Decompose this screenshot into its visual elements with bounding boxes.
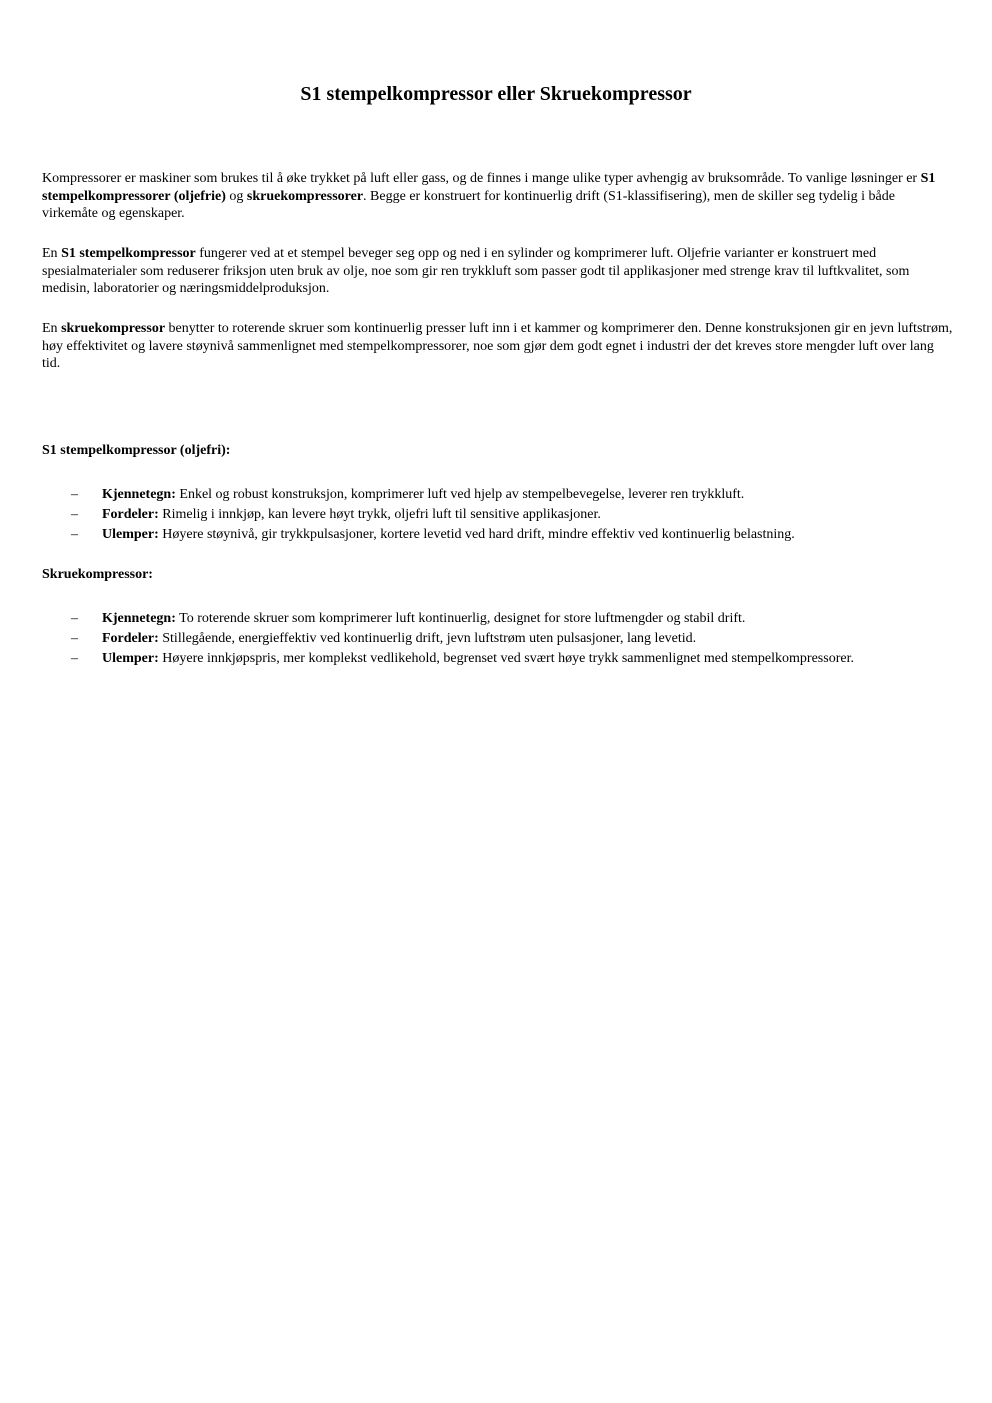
list-item-label: Ulemper: xyxy=(102,651,159,666)
dash-bullet-icon: – xyxy=(71,507,78,522)
list-item xyxy=(42,505,954,525)
section-heading-screw: Skruekompressor: xyxy=(42,567,153,582)
intro-p2-text-2: fungerer ved at et stempel beveger seg opp og ned i en sylinder og komprimerer luft. Oljefrie varianter er konstruert med spesialmaterialer som reduserer friksjon uten bruk av olje, noe som gir ren trykkluft som passer godt til applikasjoner med strenge krav til luftkvalitet, som medisin, laboratorier og næringsmiddelproduksjon. xyxy=(42,246,910,296)
intro-p2-bold-1: S1 stempelkompressor xyxy=(61,246,196,261)
intro-p1-text-3: . Begge er konstruert for kontinuerlig drift (S1-klassifisering), men de skiller seg tydelig i både virkemåte og egenskaper. xyxy=(42,188,895,221)
screw-compressor-list xyxy=(42,609,954,669)
list-item xyxy=(42,525,954,545)
intro-p1-bold-2: skruekompressorer xyxy=(246,188,364,204)
list-item-label: Fordeler: xyxy=(102,507,159,522)
intro-p1-text-1: Kompressorer er maskiner som brukes til å øke trykket på luft eller gass, og de finnes i mange ulike typer avhengig av bruksområde. To vanlige løsninger er xyxy=(42,171,921,186)
list-item-label: Kjennetegn: xyxy=(102,611,176,626)
list-item-label: Fordeler: xyxy=(102,631,159,646)
dash-bullet-icon: – xyxy=(71,527,78,542)
list-item-text: To roterende skruer som komprimerer luft kontinuerlig, designet for store luftmengder og stabil drift. xyxy=(175,611,746,626)
document-title: S1 stempelkompressor eller Skruekompressor xyxy=(300,83,692,105)
intro-paragraph-1 xyxy=(42,170,954,223)
list-item-text: Rimelig i innkjøp, kan levere høyt trykk, oljefri luft til sensitive applikasjoner. xyxy=(158,507,601,522)
list-item-label: Ulemper: xyxy=(102,527,159,542)
section-heading-piston: S1 stempelkompressor (oljefri): xyxy=(42,443,231,458)
list-item xyxy=(42,649,954,669)
intro-p1-text-2: og xyxy=(225,188,247,204)
dash-bullet-icon: – xyxy=(71,487,78,502)
list-item-text: Stillegående, energieffektiv ved kontinuerlig drift, jevn luftstrøm uten pulsasjoner, lang levetid. xyxy=(158,631,697,646)
intro-p3-text-2: benytter to roterende skruer som kontinuerlig presser luft inn i et kammer og komprimerer den. Denne konstruksjonen gir en jevn luftstrøm, høy effektivitet og lavere støynivå sammenlignet med stempelkompressorer, noe som gjør dem godt egnet i industri der det kreves store mengder luft over lang tid. xyxy=(42,321,953,371)
list-item xyxy=(42,609,954,629)
piston-compressor-list xyxy=(42,485,954,545)
list-item xyxy=(42,485,954,505)
list-item-text: Høyere støynivå, gir trykkpulsasjoner, kortere levetid ved hard drift, mindre effektiv ved kontinuerlig belastning. xyxy=(158,527,795,542)
intro-p2-text-1: En xyxy=(42,246,62,261)
dash-bullet-icon: – xyxy=(71,611,78,626)
list-item-label: Kjennetegn: xyxy=(102,487,176,502)
intro-paragraph-3 xyxy=(42,320,954,373)
intro-p1-bold-1: S1 stempelkompressorer (oljefrie) xyxy=(42,171,936,204)
dash-bullet-icon: – xyxy=(71,651,78,666)
intro-p3-text-1: En xyxy=(42,321,62,336)
intro-p3-bold-1: skruekompressor xyxy=(61,321,166,336)
dash-bullet-icon: – xyxy=(71,631,78,646)
list-item-text: Høyere innkjøpspris, mer komplekst vedlikehold, begrenset ved svært høye trykk sammenlignet med stempelkompressorer. xyxy=(158,651,854,666)
list-item-text: Enkel og robust konstruksjon, komprimerer luft ved hjelp av stempelbevegelse, leverer ren trykkluft. xyxy=(175,487,745,502)
list-item xyxy=(42,629,954,649)
intro-paragraph-2 xyxy=(42,245,954,298)
